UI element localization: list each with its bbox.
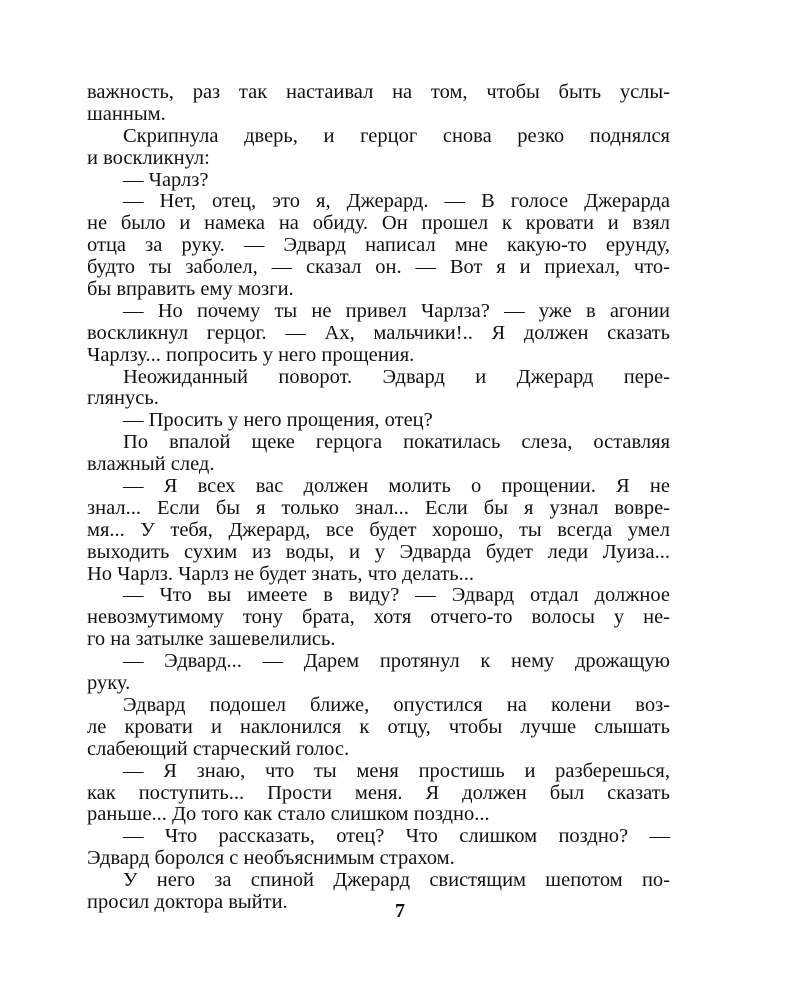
text-line: Неожиданный поворот. Эдвард и Джерард пере- [123,365,670,388]
text-line: влажный след. [87,453,215,476]
text-line: Скрипнула дверь, и герцог снова резко поднялся [123,124,670,147]
text-line: мя... У тебя, Джерард, все будет хорошо, ты всегда умел [87,518,670,541]
text-line: бы вправить ему мозги. [87,278,294,301]
text-line: Но Чарлз. Чарлз не будет знать, что делать... [87,562,475,585]
text-line: выходить сухим из воды, и у Эдварда будет леди Луиза... [87,540,670,563]
text-line: просил доктора выйти. [87,890,288,913]
text-line: Эдвард боролся с необъяснимым страхом. [87,847,455,870]
text-line: Чарлзу... попросить у него прощения. [87,343,415,366]
page-number: 7 [395,900,405,922]
text-line: слабеющий старческий голос. [87,737,350,760]
text-line: и воскликнул: [87,146,210,169]
text-line: будто ты заболел, — сказал он. — Вот я и приехал, что- [87,256,670,279]
text-line: — Эдвард... — Дарем протянул к нему дрожащую [123,650,670,673]
text-line: — Чарлз? [123,168,209,191]
text-line: важность, раз так настаивал на том, чтобы быть услы- [87,81,670,103]
text-line: как поступить... Прости меня. Я должен был сказать [87,781,670,804]
text-line: отца за руку. — Эдвард написал мне какую-то ерунду, [87,234,670,257]
text-line: — Просить у него прощения, отец? [123,409,433,432]
text-line: У него за спиной Джерард свистящим шепотом по- [123,869,670,892]
text-line: шанным. [87,102,166,125]
text-line: Эдвард подошел ближе, опустился на колени воз- [123,693,670,716]
text-line: — Но почему ты не привел Чарлза? — уже в агонии [123,299,670,322]
text-line: знал... Если бы я только знал... Если бы я узнал вовре- [87,496,670,519]
text-line: раньше... До того как стало слишком поздно... [87,803,490,826]
text-line: — Я знаю, что ты меня простишь и разберешься, [123,759,670,782]
body-text [87,82,670,914]
text-line: не было и намека на обиду. Он прошел к кровати и взял [87,212,670,235]
text-line: глянусь. [87,387,159,410]
text-line: — Нет, отец, это я, Джерард. — В голосе Джерарда [123,190,670,213]
text-line: По впалой щеке герцога покатилась слеза, оставляя [123,431,670,454]
text-line: — Что рассказать, отец? Что слишком поздно? — [123,825,670,848]
text-line: руку. [87,672,131,695]
text-line: го на затылке зашевелились. [87,628,336,651]
text-line: ле кровати и наклонился к отцу, чтобы лучше слышать [87,715,670,738]
text-line: воскликнул герцог. — Ах, мальчики!.. Я должен сказать [87,321,670,344]
text-line: — Что вы имеете в виду? — Эдвард отдал должное [123,584,670,607]
text-line: невозмутимому тону брата, хотя отчего-то волосы у не- [87,606,670,629]
text-line: — Я всех вас должен молить о прощении. Я не [123,475,670,498]
